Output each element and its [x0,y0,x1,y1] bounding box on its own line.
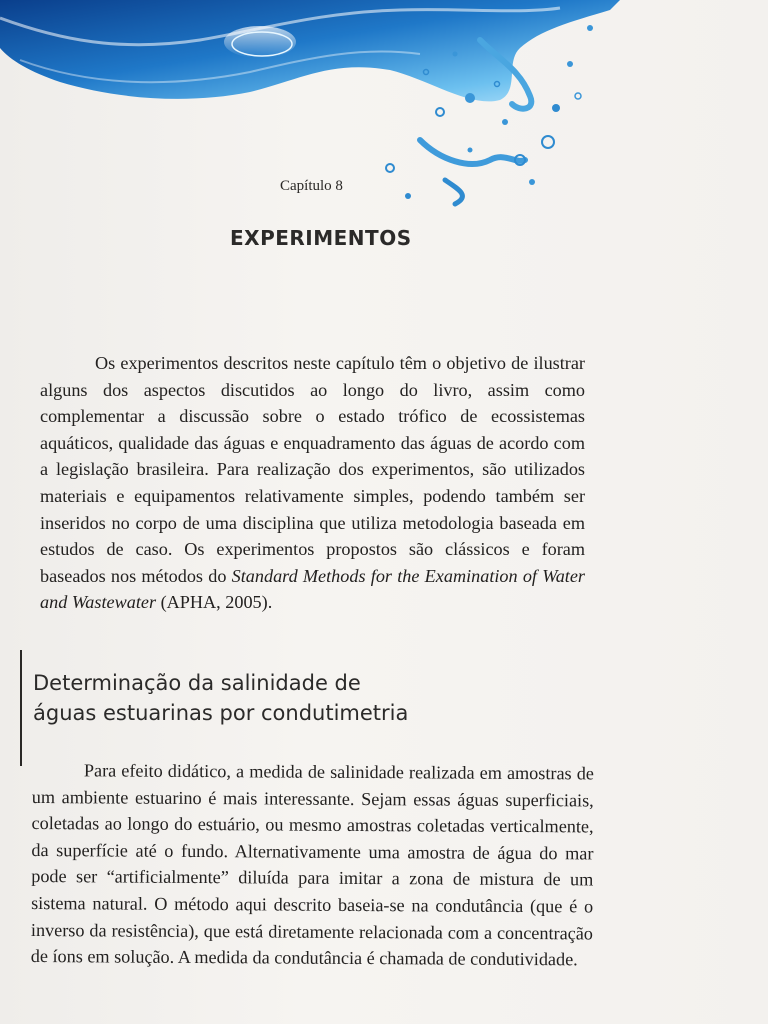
section-margin-bar [20,650,22,766]
section-paragraph: Para efeito didático, a medida de salinidade realizada em amostras de um ambiente estuarino é mais interessante. Sejam essas águas superficiais, coletadas ao longo do estuário, ou mesmo amostras coletadas verticalmente, da superfície até o fundo. Alternativamente uma amostra de água do mar pode ser “artificialmente” diluída para imitar a zona de mistura de um sistema natural. O método aqui descrito baseia-se na condutância (que é o inverso da resistência), que está diretamente relacionada com a concentração de íons em solução. A medida da condutância é chamada de condutividade. [30,760,594,970]
intro-paragraph [40,350,585,616]
section-heading-line2: águas estuarinas por condutimetria [33,701,409,725]
intro-text-part1: Os experimentos descritos neste capítulo têm o objetivo de ilustrar alguns dos aspectos discutidos ao longo do livro, assim como complementar a discussão sobre o estado trófico de ecossistemas aquáticos, qualidade das águas e enquadramento das águas de acordo com a legislação brasileira. Para realização dos experimentos, são utilizados materiais e equipamentos relativamente simples, podendo também ser inseridos no corpo de uma disciplina que utiliza metodologia baseada em estudos de caso. Os experimentos propostos são clássicos e foram baseados nos métodos do [40,353,585,586]
section-heading [33,668,453,728]
chapter-title: EXPERIMENTOS [230,226,412,250]
section-heading-line1: Determinação da salinidade de [33,671,361,695]
intro-reference-title: Standard Methods for the Examination of Water and Wastewater [40,565,585,613]
intro-text-part2: (APHA, 2005). [156,592,273,613]
chapter-number: Capítulo 8 [280,178,343,194]
